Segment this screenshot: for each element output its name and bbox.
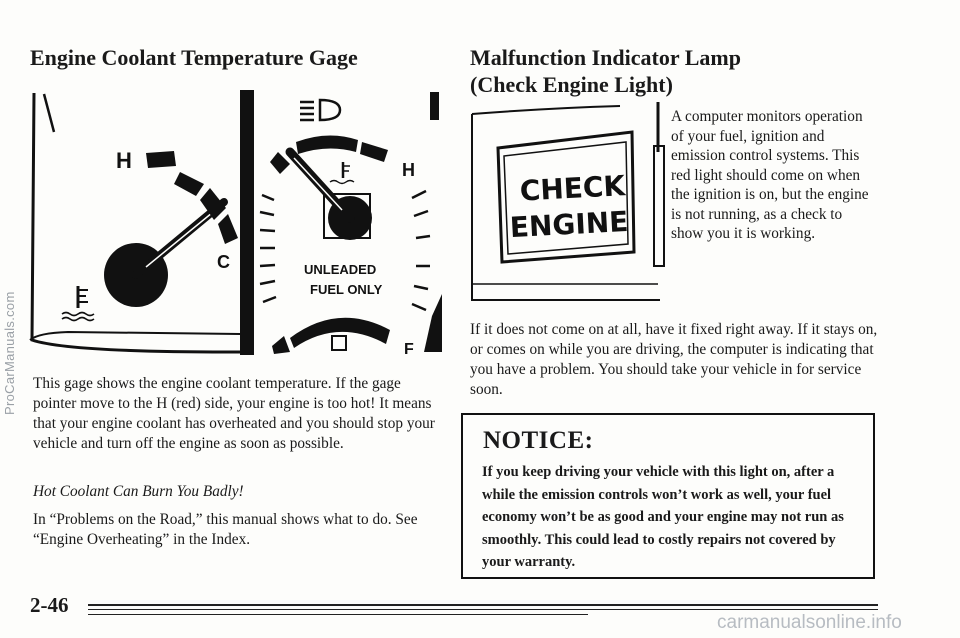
footer-rule-top <box>88 604 878 606</box>
mil-description: A computer monitors operation of your fuel, ignition and emission control systems. This red light should come on when the ignition is on, but the engine is not running, as a check to show you it is working. <box>671 108 869 242</box>
bottom-watermark: carmanualsonline.info <box>717 612 902 633</box>
side-watermark: ProCarManuals.com <box>2 291 17 415</box>
mil-heading-line-2: (Check Engine Light) <box>470 72 673 97</box>
coolant-gage-illustration <box>28 90 444 355</box>
right-hot-label: H <box>402 160 415 180</box>
coolant-paragraph: This gage shows the engine coolant temperature. If the gage pointer move to the H (red) side, your engine is too hot! It means that your engine coolant has overheated and you should stop your vehicle and turn off the engine as soon as possible. <box>33 375 435 452</box>
fuel-label-only: FUEL ONLY <box>310 282 383 297</box>
check-engine-illustration <box>470 102 666 302</box>
hot-coolant-warning: Hot Coolant Can Burn You Badly! <box>33 483 244 500</box>
fuel-label-unleaded: UNLEADED <box>304 262 377 277</box>
gauge-hot-label: H <box>116 148 132 173</box>
mil-heading-line-1: Malfunction Indicator Lamp <box>470 45 741 70</box>
mil-paragraph: If it does not come on at all, have it fixed right away. If it stays on, or comes on while you are driving, the computer is indicating that you have a problem. You should take your vehicle in for service soon. <box>470 321 878 398</box>
fuel-full-label: F <box>404 341 414 355</box>
coolant-section <box>30 44 440 71</box>
footer-rule-bottom <box>88 614 588 615</box>
footer-rule-mid <box>88 609 878 610</box>
lamp-text-engine: ENGINE <box>509 204 630 245</box>
page-number: 2-46 <box>30 593 69 617</box>
coolant-heading: Engine Coolant Temperature Gage <box>30 45 358 70</box>
notice-title: NOTICE: <box>483 427 594 454</box>
overheating-reference: In “Problems on the Road,” this manual shows what to do. See “Engine Overheating” in the Index. <box>33 511 418 548</box>
gauge-cold-label: C <box>217 252 230 272</box>
lamp-text-check: CHECK <box>519 169 626 208</box>
notice-box <box>461 413 875 579</box>
notice-body: If you keep driving your vehicle with this light on, after a while the emission controls won’t work as well, your fuel economy won’t be as good and your engine may not run as smoothly. This could lead to costly repairs not covered by your warranty. <box>482 464 844 570</box>
malfunction-lamp-section <box>470 44 880 98</box>
